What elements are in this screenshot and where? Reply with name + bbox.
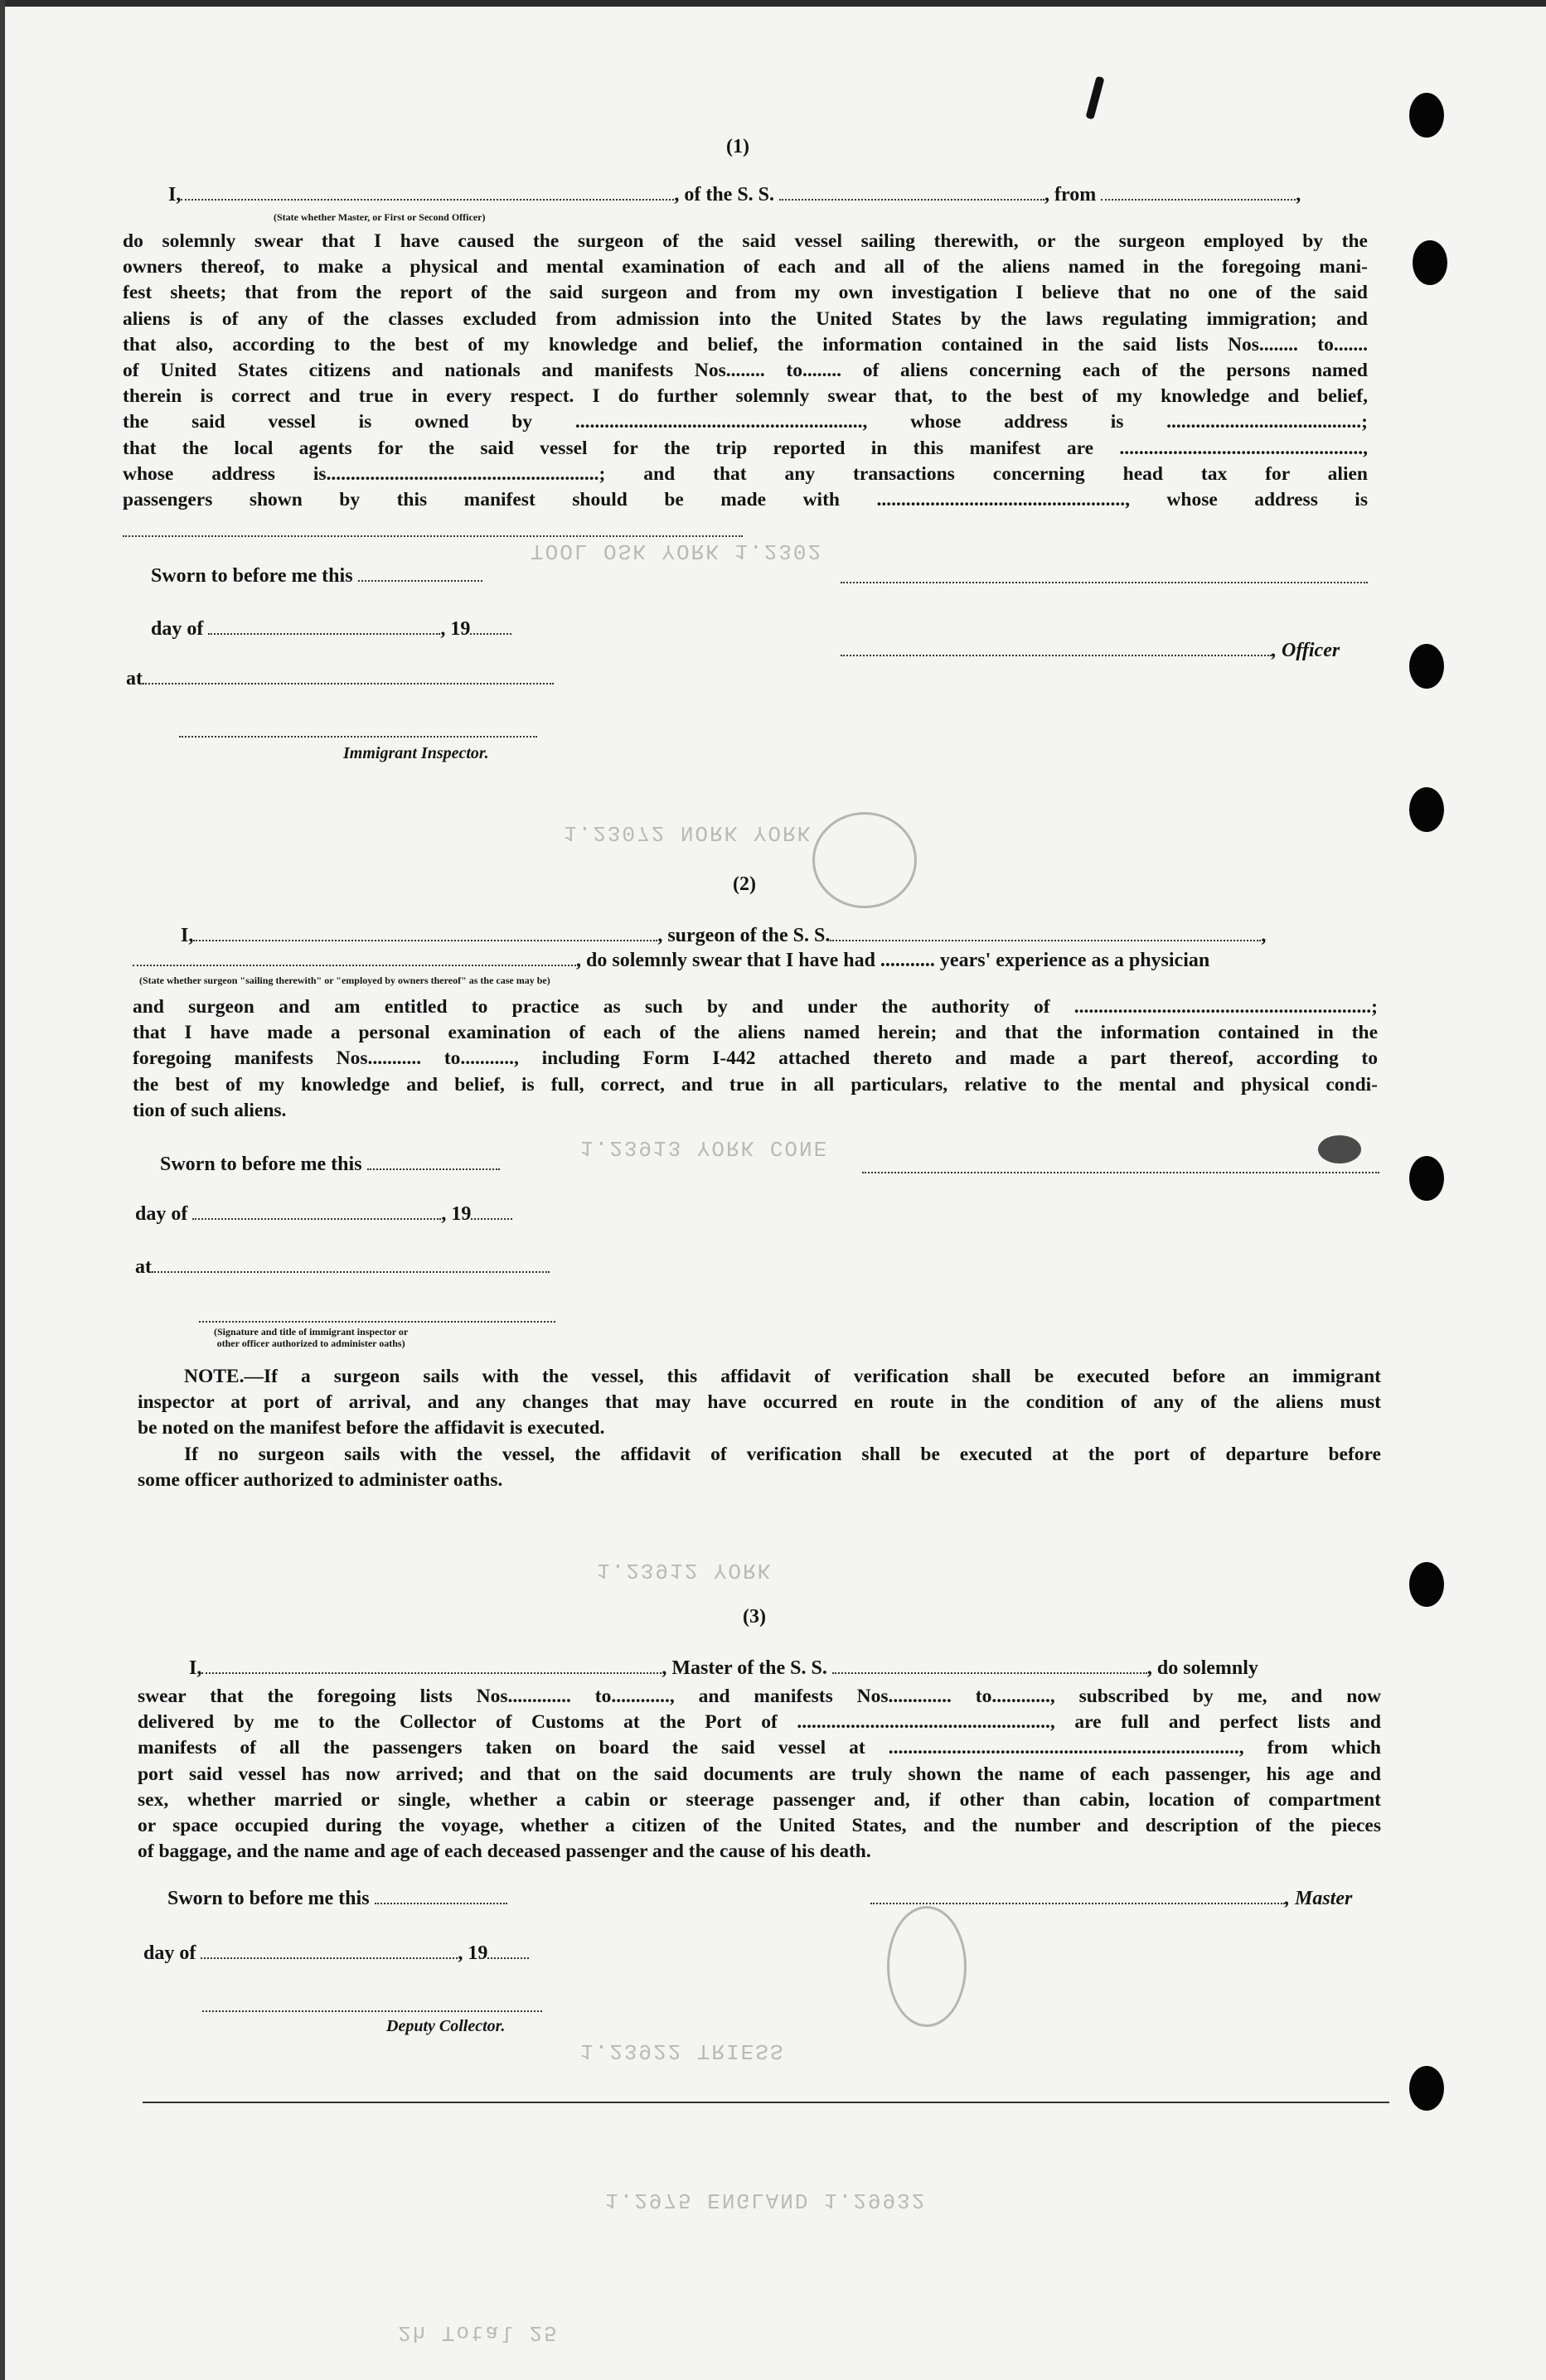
bleed-through-text: 2h Total 25 — [398, 2320, 559, 2345]
body-line: port said vessel has now arrived; and that on the said documents are truly shown the name of each passenger, his age and — [138, 1763, 1381, 1785]
signature-line — [199, 1321, 555, 1323]
signature-line — [841, 582, 1368, 583]
body-line: that also, according to the best of my knowledge and belief, the information contained in the said lists Nos........ to....... — [123, 333, 1368, 356]
body-line: tion of such aliens. — [133, 1099, 287, 1121]
day-line — [151, 618, 511, 641]
ink-blot — [1318, 1135, 1361, 1163]
binding-hole — [1409, 93, 1444, 138]
day-of-label: day of — [143, 1942, 196, 1964]
signature-caption-line: other officer authorized to administer oaths) — [216, 1338, 405, 1349]
body-line: or space occupied during the voyage, whether a citizen of the United States, and the number and description of the pieces — [138, 1815, 1381, 1837]
body-line: the best of my knowledge and belief, is full, correct, and true in all particulars, relative to the mental and physical condi- — [133, 1073, 1378, 1096]
body-line: foregoing manifests Nos........... to..........., including Form I-442 attached thereto and made a part thereof, according to — [133, 1047, 1378, 1070]
handwriting-mark — [812, 812, 917, 908]
at-line — [126, 668, 554, 690]
bleed-through-text: 1.23913 YORK CONE — [580, 1135, 829, 1160]
bottom-rule — [143, 2102, 1389, 2103]
note-line: be noted on the manifest before the affidavit is executed. — [138, 1417, 605, 1439]
sworn-label: Sworn to before me this — [151, 565, 353, 587]
sworn-label: Sworn to before me this — [160, 1154, 362, 1175]
section-number: (3) — [743, 1606, 766, 1628]
blank-line — [123, 535, 743, 537]
of-ss-label: , of the S. S. — [674, 184, 775, 206]
field-note: (State whether surgeon "sailing therewith" or "employed by owners thereof" as the case may be) — [139, 975, 550, 986]
body-line: manifests of all the passengers taken on board the said vessel at ........................................................................, from which — [138, 1737, 1381, 1759]
bleed-through-text: 1.2975 ENGLAND 1.29932 — [605, 2188, 927, 2213]
note-label: NOTE. — [184, 1366, 245, 1387]
note-block — [138, 1364, 1381, 1493]
bleed-through-text: 1.23922 TRIESS — [580, 2039, 785, 2063]
body-line: and surgeon and am entitled to practice as such by and under the authority of .............................................................; — [133, 996, 1378, 1018]
surgeon-of-ss-label: , surgeon of the S. S. — [657, 925, 831, 946]
binding-hole — [1409, 1562, 1444, 1607]
binding-hole — [1409, 787, 1444, 832]
at-label: at — [126, 668, 143, 689]
note-line: If no surgeon sails with the vessel, the affidavit of verification shall be executed at the port of departure before — [184, 1443, 1381, 1465]
oath-line-2-text: , do solemnly swear that I have had ........... years' experience as a physician — [576, 950, 1210, 971]
signature-line — [179, 736, 537, 738]
collector-caption: Deputy Collector. — [386, 2017, 506, 2035]
day-line — [143, 1942, 529, 1965]
body-line: that the local agents for the said vessel for the trip reported in this manifest are .................................................., — [123, 437, 1368, 459]
signature-line — [202, 2010, 542, 2012]
year-label: , 19 — [440, 618, 471, 640]
at-label: at — [135, 1256, 152, 1278]
body-line: that I have made a personal examination of each of the aliens named herein; and that the information contained in the — [133, 1022, 1378, 1044]
sworn-line — [160, 1154, 500, 1176]
officer-line — [841, 640, 1340, 662]
note-text: —If a surgeon sails with the vessel, this affidavit of verification shall be executed before an immigrant — [244, 1366, 1381, 1387]
binding-hole — [1413, 240, 1447, 285]
oath-i: I, — [189, 1657, 202, 1679]
scan-edge-left — [0, 0, 5, 2380]
signature-caption — [214, 1326, 408, 1349]
body-line: do solemnly swear that I have caused the surgeon of the said vessel sailing therewith, or the surgeon employed by the — [123, 230, 1368, 252]
binding-hole — [1409, 2066, 1444, 2111]
sworn-label: Sworn to before me this — [167, 1888, 370, 1909]
day-of-label: day of — [135, 1203, 188, 1225]
body-line: aliens is of any of the classes excluded from admission into the United States by the laws regulating immigration; and — [123, 307, 1368, 330]
at-line — [135, 1256, 550, 1279]
inspector-caption: Immigrant Inspector. — [343, 744, 489, 762]
section-number: (1) — [726, 136, 749, 157]
body-line: therein is correct and true in every respect. I do further solemnly swear that, to the best of my knowledge and belief, — [123, 385, 1368, 408]
body-line: of baggage, and the name and age of each deceased passenger and the cause of his death. — [138, 1841, 871, 1863]
ink-mark — [1085, 76, 1104, 120]
body-line: whose address is........................................................; and that any transactions concerning head tax for alien — [123, 462, 1368, 485]
bleed-through-text: 1.23072 NORK YORK — [564, 820, 812, 845]
bleed-through-text: 1.23912 YORK — [597, 1558, 773, 1583]
body-line: passengers shown by this manifest should be made with ..................................................., whose address is — [123, 489, 1368, 511]
body-line: of United States citizens and nationals and manifests Nos........ to........ of aliens concerning each of the persons named — [123, 360, 1368, 382]
master-line — [870, 1888, 1352, 1910]
master-of-ss-label: , Master of the S. S. — [662, 1657, 827, 1679]
body-line: sex, whether married or single, whether a cabin or steerage passenger and, if other than cabin, location of compartment — [138, 1788, 1381, 1811]
body-line: fest sheets; that from the report of the said surgeon and from my own investigation I believe that no one of the said — [123, 282, 1368, 304]
field-note: (State whether Master, or First or Second Officer) — [274, 211, 486, 223]
oath-line-1: I, , of the S. S. , from , — [168, 184, 1301, 206]
sworn-line — [167, 1888, 507, 1910]
note-line: inspector at port of arrival, and any changes that may have occurred en route in the condition of any of the aliens must — [138, 1391, 1381, 1414]
oath-line-1: I, , surgeon of the S. S. , — [181, 925, 1267, 946]
body-line: owners thereof, to make a physical and mental examination of each and all of the aliens named in the foregoing mani- — [123, 256, 1368, 278]
handwriting-mark — [887, 1906, 967, 2027]
section-number: (2) — [733, 873, 756, 895]
scan-edge-top — [0, 0, 1546, 7]
year-label: , 19 — [441, 1203, 472, 1225]
body-line: delivered by me to the Collector of Customs at the Port of ...................................................., are full and perfect lists and — [138, 1711, 1381, 1734]
note-line — [138, 1364, 1381, 1390]
do-solemnly-label: , do solemnly — [1146, 1657, 1258, 1679]
from-label: , from — [1044, 184, 1097, 206]
year-label: , 19 — [458, 1942, 488, 1964]
oath-line-2 — [133, 950, 1209, 972]
bleed-through-text: TOOL OSK YORK 1.2302 — [531, 539, 823, 564]
note-line: some officer authorized to administer oaths. — [138, 1468, 503, 1491]
oath-line-1 — [189, 1657, 1258, 1680]
sworn-line — [151, 565, 482, 588]
section3-body — [138, 1684, 1381, 1865]
oath-i: I, — [168, 184, 182, 206]
binding-hole — [1409, 644, 1444, 689]
body-line: the said vessel is owned by ..........................................................., whose address is ........................................; — [123, 411, 1368, 433]
officer-label: , Officer — [1272, 640, 1340, 661]
signature-caption-line: (Signature and title of immigrant inspector or — [214, 1326, 409, 1338]
section1-body — [123, 229, 1368, 513]
master-label: , Master — [1285, 1888, 1353, 1909]
oath-i: I, — [181, 925, 194, 946]
day-line — [135, 1203, 512, 1226]
day-of-label: day of — [151, 618, 204, 640]
section2-body — [133, 994, 1378, 1124]
body-line: swear that the foregoing lists Nos............. to............, and manifests Nos............. to............, subscribed by me, and now — [138, 1686, 1381, 1707]
signature-line — [862, 1172, 1379, 1173]
binding-hole — [1409, 1156, 1444, 1201]
